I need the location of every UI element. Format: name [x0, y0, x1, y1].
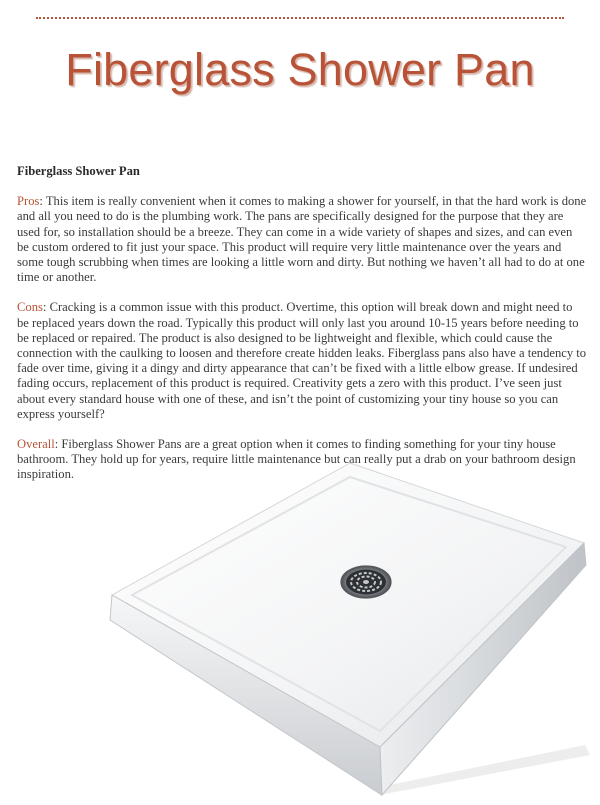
pros-paragraph: Pros: This item is really convenient when it comes to making a shower for yourself, in that the hard work is done and all you need to do is the plumbing work. The pans are specifically designed for the purpose that they are used for, so installation should be a breeze. They can come in a wide variety of shapes and sizes, and can even be custom ordered to fit just your space. This product will require very little maintenance over the years and some tough scrubbing when times are looking a little worn and dirty. But nothing we haven’t all had to do at one time or another.: [17, 194, 587, 285]
article-body: [17, 164, 587, 498]
pan-top: [112, 463, 584, 747]
overall-text: Fiberglass Shower Pans are a great option when it comes to finding something for your tiny house bathroom. They hold up for years, require little maintenance but can really put a drab on your bathroom design inspiration.: [17, 437, 576, 482]
shower-pan-image: [0, 455, 600, 800]
cons-text: Cracking is a common issue with this product. Overtime, this option will break down and might need to be replaced years down the road. Typically this product will only last you around 10-15 years before needing to be replaced or repaired. The product is also designed to be lightweight and flexible, which could cause the connection with the caulking to loosen and therefore create hidden leaks. Fiberglass pans also have a tendency to fade over time, giving it a dingy and dirty appearance that can’t be fixed with a little elbow grease. If undesired fading occurs, replacement of this product is required. Creativity gets a zero with this product. I’ve seen just about every standard house with one of these, and isn’t the point of customizing your tiny house so you can express yourself?: [17, 300, 587, 421]
article-subtitle: Fiberglass Shower Pan: [17, 164, 140, 178]
page-title: Fiberglass Shower Pan: [65, 44, 535, 95]
overall-label: Overall: [17, 437, 55, 452]
pros-label: Pros: [17, 194, 40, 209]
pros-text: This item is really convenient when it comes to making a shower for yourself, in that the hard work is done and all you need to do is the plumbing work. The pans are specifically designed for the purpose that they are used for, so installation should be a breeze. They can come in a wide variety of shapes and sizes, and can even be custom ordered to fit just your space. This product will require very little maintenance over the years and some tough scrubbing when times are looking a little worn and dirty. But nothing we haven’t all had to do at one time or another.: [17, 194, 587, 285]
cons-label: Cons: [17, 300, 43, 315]
cons-paragraph: Cons: Cracking is a common issue with this product. Overtime, this option will break down and might need to be replaced years down the road. Typically this product will only last you around 10-15 years before needing to be replaced or repaired. The product is also designed to be lightweight and flexible, which could cause the connection with the caulking to loosen and therefore create hidden leaks. Fiberglass pans also have a tendency to fade over time, giving it a dingy and dirty appearance that can’t be fixed with a little elbow grease. If undesired fading occurs, replacement of this product is required. Creativity gets a zero with this product. I’ve seen just about every standard house with one of these, and isn’t the point of customizing your tiny house so you can express yourself?: [17, 300, 587, 421]
overall-paragraph: Overall: Fiberglass Shower Pans are a great option when it comes to finding something for your tiny house bathroom. They hold up for years, require little maintenance but can really put a drab on your bathroom design inspiration.: [17, 437, 576, 482]
drain-icon: [341, 566, 391, 598]
dotted-divider: [36, 17, 564, 19]
